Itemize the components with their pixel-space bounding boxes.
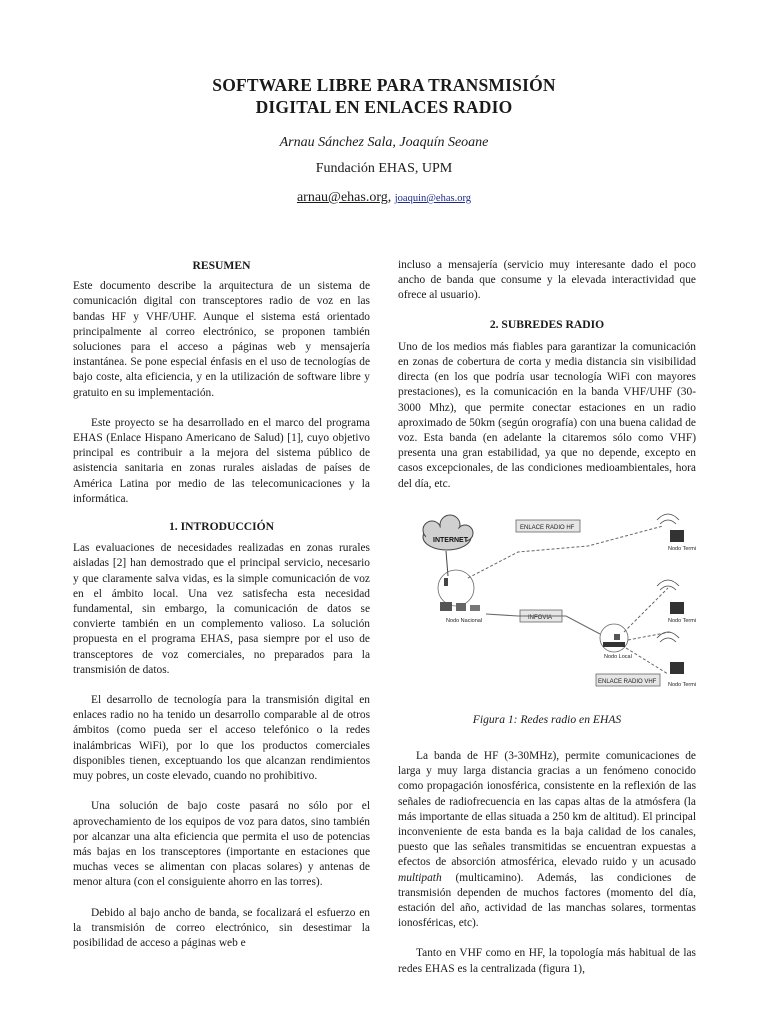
email-separator: , <box>387 190 392 205</box>
vhf-link-1 <box>624 588 668 632</box>
title-line-2: DIGITAL EN ENLACES RADIO <box>255 97 513 117</box>
resumen-paragraph-2: Este proyecto se ha desarrollado en el marco del programa EHAS (Enlace Hispano Americano de Salud) [1], cuyo objetivo principal es contribuir a la mejora del sistema público de asistencia sanitaria en zonas rurales aisladas de países de América Latina por medio de las telecomunicaciones y la informática. <box>73 416 370 505</box>
topology-paragraph: Tanto en VHF como en HF, la topología más habitual de las redes EHAS es la centralizada (figura 1), <box>398 947 696 975</box>
nodo-nacional-computer-icon <box>438 570 480 611</box>
nodo-local-computer-icon <box>600 624 628 652</box>
vhf-link-3 <box>626 648 668 674</box>
nodo-terminal-1-label: Nodo Termi <box>668 545 696 552</box>
subredes-heading: 2. SUBREDES RADIO <box>489 317 605 331</box>
hf-paragraph-text-2: (multicamino). Además, las condiciones de transmisión dependen de muchos factores (momento del día, estación del año, actividad de las manchas solares, tormentas ionosféricas, etc). <box>398 871 696 930</box>
nodo-terminal-2-label: Nodo Termi <box>668 617 696 624</box>
paper-title <box>0 74 768 118</box>
infovia-label: INFOVIA <box>528 614 553 621</box>
hf-paragraph-text-1: La banda de HF (3-30MHz), permite comunicaciones de larga y muy larga distancia gracias a un fenómeno conocido como propagación ionosférica, consistente en la reflexión de las señales de radiofrecuencia en las capas altas de la atmósfera (la más importante de ellas situada a 250 km de altitud). El principal inconveniente de esta banda es la baja calidad de los canales, puesto que las señales transmitidas se encuentran expuestas a efectos de absorción atmosférica, elevado ruido y un acusado <box>398 750 696 869</box>
authors: Arnau Sánchez Sala, Joaquín Seoane <box>279 135 489 150</box>
email-link-arnau[interactable]: arnau@ehas.org <box>296 190 388 205</box>
left-column <box>73 258 370 951</box>
enlace-vhf-label: ENLACE RADIO VHF <box>598 678 657 685</box>
affiliation: Fundación EHAS, UPM <box>315 161 453 176</box>
intro-heading: 1. INTRODUCCIÓN <box>169 520 274 534</box>
network-diagram-svg <box>398 506 696 706</box>
figure-1-network-diagram <box>398 506 696 706</box>
nodo-terminal-1-icon <box>657 514 684 542</box>
continuation-paragraph: incluso a mensajería (servicio muy interesante dado el poco ancho de banda que consume y la elevada interactividad que ofrece al usuario). <box>398 259 696 302</box>
resumen-heading: RESUMEN <box>192 259 251 272</box>
title-line-1: SOFTWARE LIBRE PARA TRANSMISIÓN <box>212 75 556 95</box>
nodo-terminal-2-icon <box>657 580 684 614</box>
email-link-joaquin[interactable]: joaquin@ehas.org <box>394 193 472 204</box>
figure-1-caption: Figura 1: Redes radio en EHAS <box>472 712 622 726</box>
intro-paragraph-4: Debido al bajo ancho de banda, se focalizará el esfuerzo en la transmisión de correo electrónico, sin desestimar la posibilidad de acceso a páginas web e <box>73 906 370 949</box>
hf-link-dashed <box>468 526 663 578</box>
internet-cloud-icon <box>423 515 473 550</box>
enlace-hf-label: ENLACE RADIO HF <box>520 524 575 531</box>
intro-paragraph-3: Una solución de bajo coste pasará no sólo por el aprovechamiento de los equipos de voz para datos, sino también por alcanzar una alta eficiencia que permita el uso de potencias más bajas en los transceptores (importante en estaciones que muchas veces se alimentan con placas solares) y antenas de menor altura (con el consiguiente ahorro en las torres). <box>73 800 370 889</box>
nodo-local-label: Nodo Local <box>604 653 632 660</box>
intro-paragraph-2: El desarrollo de tecnología para la transmisión digital en enlaces radio no ha tenido un desarrollo comparable al de otros ámbitos (como pueda ser el acceso telefónico o la redes inalámbricas WiFi), por lo que los productos comerciales disponibles tienen, exceptuando los que alcanzan rendimientos muy pobres, un coste elevado, cuando no prohibitivo. <box>73 694 370 783</box>
hf-paragraph <box>398 749 696 931</box>
nodo-terminal-3-label: Nodo Termi <box>668 681 696 688</box>
emails <box>0 190 768 206</box>
resumen-paragraph-1: Este documento describe la arquitectura de un sistema de comunicación digital con transceptores radio de voz en las bandas HF y VHF/UHF. Aunque el sistema está orientado principalmente al correo electrónico, se proponen también soluciones para el acceso a páginas web y mensajería instantánea. Se pone especial énfasis en el uso de tecnologías de bajo coste, alta eficiencia, y en la utilización de software libre y gratuito en su implementación. <box>73 280 370 399</box>
internet-label: INTERNET <box>433 536 468 544</box>
right-column <box>398 258 696 977</box>
nodo-nacional-label: Nodo Nacional <box>446 617 483 624</box>
hf-paragraph-multipath: multipath <box>398 871 442 884</box>
nodo-terminal-3-icon <box>657 632 684 674</box>
subredes-paragraph-1: Uno de los medios más fiables para garantizar la comunicación en zonas de cobertura de corta y media distancia sin visibilidad directa (en los que podría usar tecnología WiFi con mayores prestaciones), es la comunicación en la banda VHF/UHF (30-3000 Mhz), que permite conectar estaciones en un radio aproximado de 50km (según orografía) con una buena calidad de voz. Esta banda (en adelante la citaremos sólo como VHF) presenta una gran estabilidad, ya que no depende, excepto en casos excepcionales, de las condiciones medioambientales, hora del día, etc. <box>398 340 696 490</box>
intro-paragraph-1: Las evaluaciones de necesidades realizadas en zonas rurales aisladas [2] han demostrado que el principal servicio, necesario y que claramente salva vidas, es la simple comunicación de voz en el ámbito local. Una vez satisfecha esta necesidad fundamental, sin embargo, la comunicación de datos se convierte también en un complemento valioso. La solución propuesta en el programa EHAS, pasa siempre por el uso de transceptores de voz comerciales, no preparados para la transmisión de datos. <box>73 542 370 676</box>
